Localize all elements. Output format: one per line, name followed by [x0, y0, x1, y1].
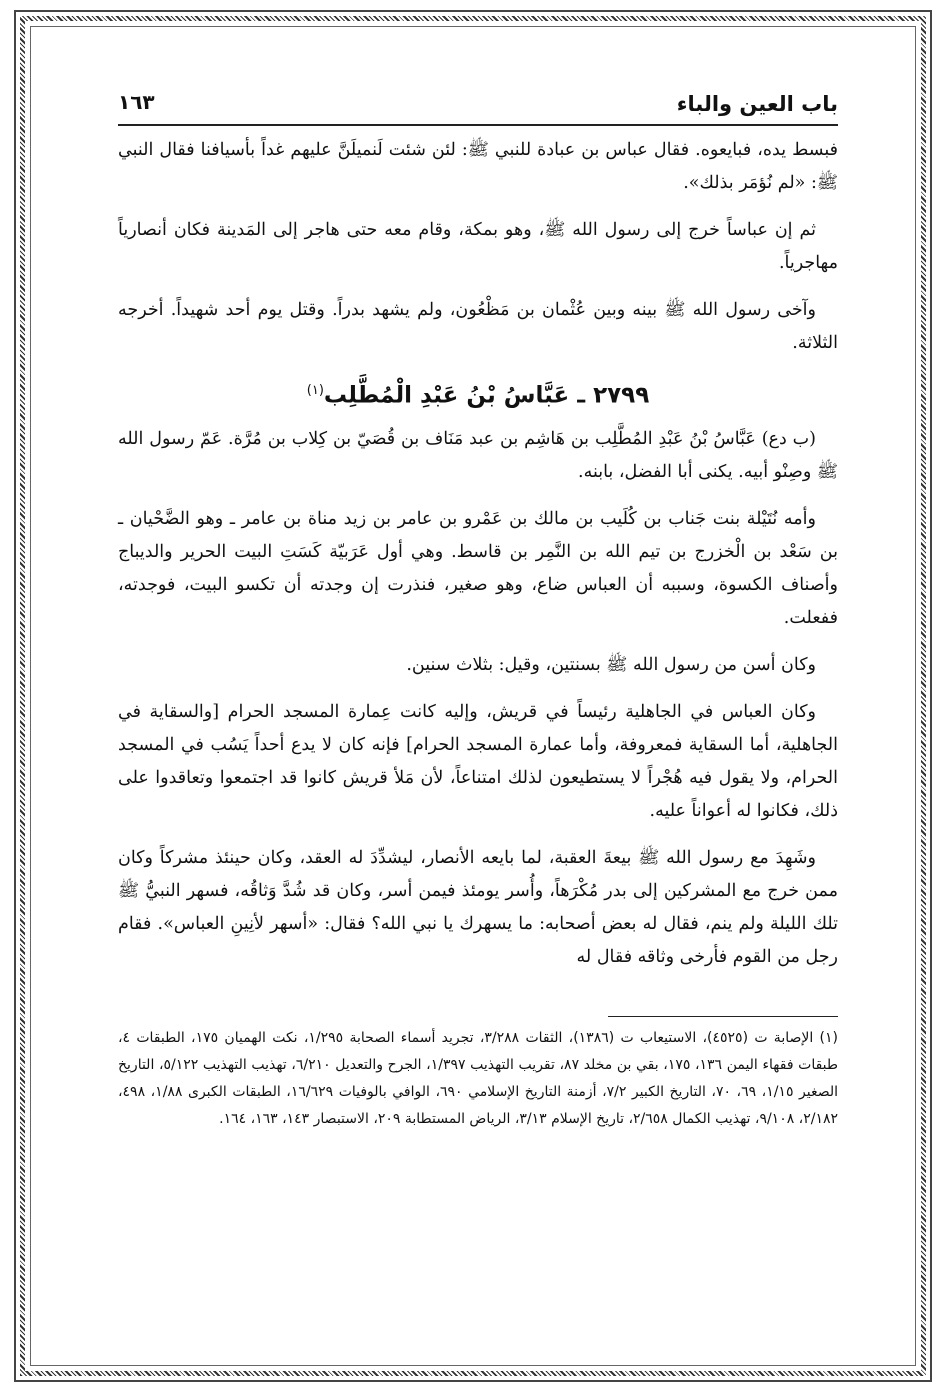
paragraph: ثم إن عباساً خرج إلى رسول الله ﷺ، وهو بمكة، وقام معه حتى هاجر إلى المَدينة فكان أنصارياً مهاجرياً.: [118, 220, 838, 273]
paragraph: وآخى رسول الله ﷺ بينه وبين عُثْمان بن مَظْعُون، ولم يشهد بدراً. وقتل يوم أحد شهيداً. أخرجه الثلاثة.: [118, 300, 838, 353]
footnote: (١) الإصابة ت (٤٥٢٥)، الاستيعاب ت (١٣٨٦)، الثقات ٣/٢٨٨، تجريد أسماء الصحابة ١/٢٩٥، نكت الهميان ١٧٥، الطبقات ٤، طبقات فقهاء اليمن ١٣٦، ١٧٥، بقي بن مخلد ٨٧، تقريب التهذيب ١/٣٩٧، الجرح والتعديل ٦/٢١٠، تهذيب التهذيب ٥/١٢٢، التاريخ الصغير ١/١٥، ٦٩، ٧٠، التاريخ الكبير ٧/٢، أزمنة التاريخ الإسلامي ٦٩٠، الوافي بالوفيات ١٦/٦٢٩، الطبقات الكبرى ١/٨٨، ٤٩٨، ٢/١٨٢، ٩/١٠٨، تهذيب الكمال ٢/٦٥٨، تاريخ الإسلام ٣/١٣، الرياض المستطابة ٢٠٩، الاستبصار ١٤٣، ١٦٣، ١٦٤.: [118, 1029, 839, 1127]
entry-heading-text: ٢٧٩٩ ـ عَبَّاسُ بْنُ عَبْدِ الْمُطَّلِب: [323, 382, 650, 409]
paragraph: وأمه نُتَيْلة بنت جَناب بن كُلَيب بن مالك بن عَمْرو بن عامر بن زيد مناة بن عامر ـ وهو الضَّحْيان ـ بن سَعْد بن الْخزرج بن تيم الله بن النَّمِر بن قاسط. وهي أول عَرَبيّة كَسَتِ البيت الحرير والديباج وأصناف الكسوة، وسببه أن العباس ضاع، وهو صغير، فنذرت إن وجدته أن تكسو البيت، فوجدته، ففعلت.: [118, 508, 838, 628]
paragraph: وشَهِدَ مع رسول الله ﷺ بيعةَ العقبة، لما بايعه الأنصار، ليشدِّدَ له العقد، وكان حينئذ مشركاً وكان ممن خرج مع المشركين إلى بدر مُكْرَهاً، وأُسر يومئذ فيمن أسر، وكان قد شُدَّ وَثاقُه، فسهر النبيُّ ﷺ تلك الليلة ولم ينم، فقال له بعض أصحابه: ما يسهرك يا نبي الله؟ فقال: «أسهر لأنِينِ العباس». فقام رجل من القوم فأرخى وثاقه فقال له: [118, 847, 838, 967]
paragraph: وكان أسن من رسول الله ﷺ بسنتين، وقيل: بثلاث سنين.: [406, 654, 816, 675]
chapter-title: باب العين والباء: [676, 92, 838, 116]
entry-heading: [118, 374, 838, 413]
paragraph: (ب دع) عَبَّاسُ بْنُ عَبْدِ المُطَّلِب بن هَاشِم بن عبد مَنَاف بن قُصَيّ بن كِلاب بن مُرَّة. عَمّ رسول الله ﷺ وصِنْو أبيه. يكنى أبا الفضل، بابنه.: [118, 428, 838, 482]
paragraph: وكان العباس في الجاهلية رئيساً في قريش، وإليه كانت عِمارة المسجد الحرام [والسقاية في الجاهلية، أما السقاية فمعروفة، وأما عمارة المسجد الحرام] فإنه كان لا يدع أحداً يَسُب في المسجد الحرام، ولا يقول فيه هُجْراً لا يستطيعون لذلك امتناعاً، لأن مَلأ قريش كانوا قد اجتمعوا وتعاقدوا على ذلك، فكانوا له أعواناً عليه.: [118, 701, 838, 821]
paragraph: فبسط يده، فبايعوه. فقال عباس بن عبادة للنبي ﷺ: لئن شئت لَنميلَنَّ عليهم غداً بأسيافنا فقال النبي ﷺ: «لم نُؤمَر بذلك».: [118, 140, 838, 193]
footnote-marker: (١): [306, 383, 324, 398]
footnote-divider: [608, 1016, 838, 1017]
running-header: [118, 88, 838, 126]
page-number: ١٦٣: [118, 90, 155, 114]
page-content: [118, 88, 838, 1133]
